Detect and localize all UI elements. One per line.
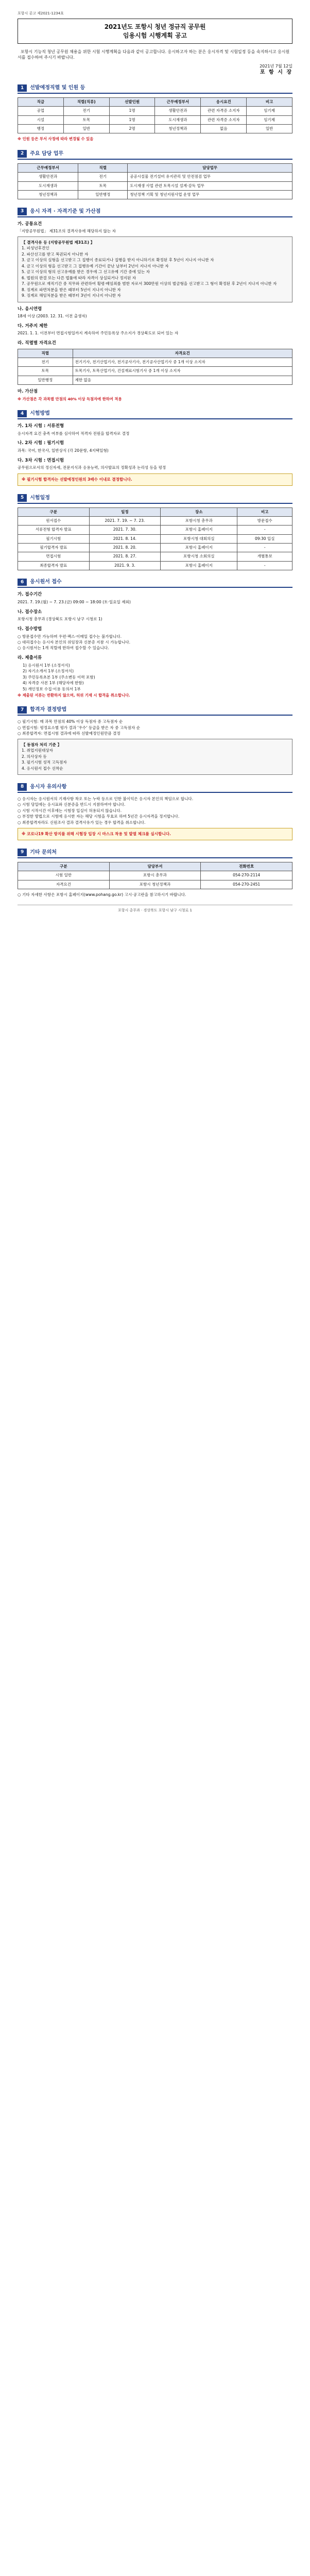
table-header-row <box>18 163 292 172</box>
table-cell: 포항시청 대회의실 <box>161 534 237 543</box>
table-cell: 포항시 홈페이지 <box>161 544 237 552</box>
table-cell: - <box>237 561 292 570</box>
table-cell: 전기기사, 전기산업기사, 전기공사기사, 전기공사산업기사 중 1개 이상 소지자 <box>73 358 292 366</box>
box-line: 4. 금고 이상의 형을 선고받고 그 집행유예 기간이 끝난 날부터 2년이 지나지 아니한 자 <box>22 263 169 268</box>
table-cell: 생활안전과 <box>155 107 201 115</box>
table-row <box>18 534 292 543</box>
section-5-header <box>18 494 292 503</box>
table-header-cell: 비고 <box>237 507 292 516</box>
table-header-cell: 선발인원 <box>109 98 155 107</box>
table-cell: 관련 자격증 소지자 <box>201 115 247 124</box>
section-8-header <box>18 783 292 792</box>
table-cell: 일반 <box>247 125 292 133</box>
footer: 포항시 총무과 · 경상북도 포항시 남구 시청로 1 <box>18 905 292 913</box>
section-4-header <box>18 410 292 419</box>
table-cell: 자격요건 <box>18 880 110 889</box>
duties-table <box>18 163 292 199</box>
table-header-row <box>18 862 292 871</box>
table-row <box>18 107 292 115</box>
table-cell: 개별통보 <box>237 552 292 561</box>
section-2-header <box>18 150 292 159</box>
section-title: 응시원서 접수 <box>30 579 62 585</box>
table-cell: 토목 <box>78 181 128 190</box>
table-row <box>18 367 292 376</box>
table-cell: 일반 <box>63 125 109 133</box>
section-title: 시험일정 <box>30 495 50 501</box>
subsection-heading: 가. 공통요건 <box>18 221 42 227</box>
tiebreak-box <box>18 739 292 775</box>
table-cell: 생활안전과 <box>18 173 78 181</box>
table-cell: 도시재생과 <box>18 181 78 190</box>
body-text: 과목: 국어, 한국사, 일반상식 (각 20문항, 4지택일형) <box>18 448 109 453</box>
table-row <box>18 544 292 552</box>
box-line: 3. 필기시험 성적 고득점자 <box>22 760 67 765</box>
table-cell: 일반행정 <box>18 376 73 384</box>
table-row <box>18 376 292 384</box>
body-text: 2021. 1. 1. 이전부터 면접시험일까지 계속하여 주민등록상 주소지가 경상북도로 되어 있는 자 <box>18 331 179 336</box>
schedule-table <box>18 507 292 570</box>
subsection-heading: 다. 3차 시험 : 면접시험 <box>18 457 64 463</box>
subsection-heading: 나. 2차 시험 : 필기시험 <box>18 440 64 446</box>
table-row <box>18 181 292 190</box>
subsection-heading: 다. 접수방법 <box>18 626 42 632</box>
section-6-header <box>18 579 292 588</box>
body-text: ○ 시험 시작시간 이후에는 시험장 입실이 허용되지 않습니다. <box>18 808 122 813</box>
table-row <box>18 561 292 570</box>
table-cell: 토목 <box>63 115 109 124</box>
subsection-heading: 라. 제출서류 <box>18 655 42 660</box>
table-header-cell: 비고 <box>247 98 292 107</box>
section-title: 주요 담당 업무 <box>30 150 64 157</box>
body-text: ○ 응시원서는 1개 직렬에 한하여 접수할 수 있습니다. <box>18 646 109 651</box>
section-number: 9 <box>18 849 27 856</box>
table-cell: - <box>237 544 292 552</box>
table-cell: 도시재생과 <box>155 115 201 124</box>
body-text: ○ 응시자는 응시원서의 기재사항 착오 또는 누락 등으로 인한 불이익은 응시자 본인의 책임으로 합니다. <box>18 796 194 801</box>
table-cell: 임기제 <box>247 115 292 124</box>
box-line: 1. 피성년후견인 <box>22 246 49 251</box>
table-cell: 2021. 8. 14. <box>89 534 161 543</box>
section-number: 2 <box>18 150 27 157</box>
table-cell: 토목기사, 토목산업기사, 건설재료시험기사 중 1개 이상 소지자 <box>73 367 292 376</box>
list-item: 3) 주민등록초본 1부 (주소변동 이력 포함) <box>23 674 95 680</box>
title-line-2: 임용시험 시행계획 공고 <box>123 32 187 40</box>
table-cell: 2021. 8. 27. <box>89 552 161 561</box>
box-line: 8. 징계로 파면처분을 받은 때부터 5년이 지나지 아니한 자 <box>22 287 121 292</box>
table-header-row <box>18 349 292 358</box>
table-cell: 원서접수 <box>18 516 90 525</box>
section-note: ※ 제출된 서류는 반환하지 않으며, 허위 기재 시 합격을 취소합니다. <box>18 693 130 698</box>
table-header-cell: 근무예정부서 <box>155 98 201 107</box>
section-7-header <box>18 706 292 716</box>
table-cell: 필기시험 <box>18 534 90 543</box>
section-number: 3 <box>18 208 27 215</box>
section-number: 8 <box>18 783 27 790</box>
body-text: 응시자격 요건 충족 여부를 심사하여 적격자 전원을 합격자로 결정 <box>18 431 130 436</box>
list-item: 4) 자격증 사본 1부 (해당자에 한함) <box>23 681 84 686</box>
table-cell: 포항시청 총무과 <box>161 516 237 525</box>
section-3-header <box>18 208 292 217</box>
body-text: ○ 필기시험: 매 과목 만점의 40% 이상 득점자 중 고득점자 순 <box>18 719 123 724</box>
table-cell: 전기 <box>78 173 128 181</box>
list-item: 2) 자기소개서 1부 (소정서식) <box>23 669 74 674</box>
subsection-heading: 나. 응시연령 <box>18 306 42 312</box>
table-cell: 1명 <box>109 115 155 124</box>
intro-paragraph: 포항시 기능직 청년 공무원 채용을 위한 시험 시행계획을 다음과 같이 공고합니다. 응시하고자 하는 분은 응시자격 및 시험일정 등을 숙지하시고 응시원서를 접수하여 주시기 바랍니다. <box>18 49 290 60</box>
table-header-cell: 직렬 <box>78 163 128 172</box>
body-text: ○ 대리접수는 응시자 본인의 위임장과 신분증 지참 시 가능합니다. <box>18 640 131 645</box>
table-cell: 청년정책과 <box>155 125 201 133</box>
subsection-heading: 마. 가산점 <box>18 389 38 395</box>
section-number: 1 <box>18 84 27 92</box>
table-header-cell: 응시요건 <box>201 98 247 107</box>
box-title: 【 동점자 처리 기준 】 <box>22 742 62 747</box>
table-header-cell: 전화번호 <box>201 862 292 871</box>
section-title: 응시자 유의사항 <box>30 784 67 790</box>
document <box>18 11 292 913</box>
table-cell: 필기합격자 발표 <box>18 544 90 552</box>
box-line: 6. 법원의 판결 또는 다른 법률에 따라 자격이 상실되거나 정지된 자 <box>22 275 136 280</box>
table-cell: 1명 <box>109 107 155 115</box>
positions-table <box>18 97 292 133</box>
table-cell: 관련 자격증 소지자 <box>201 107 247 115</box>
table-header-cell: 근무예정부서 <box>18 163 78 172</box>
table-cell: 공공시설물 전기설비 유지관리 및 안전점검 업무 <box>128 173 292 181</box>
table-cell: 포항시 홈페이지 <box>161 561 237 570</box>
body-text: ○ 최종합격자: 면접시험 결과에 따라 선발예정인원만큼 결정 <box>18 731 120 736</box>
table-cell: 제한 없음 <box>73 376 292 384</box>
table-cell: 면접시험 <box>18 552 90 561</box>
table-header-cell: 직렬 <box>18 349 73 358</box>
section-number: 7 <box>18 706 27 714</box>
box-line: 2. 파산선고를 받고 복권되지 아니한 자 <box>22 251 89 257</box>
table-cell: 최종합격자 발표 <box>18 561 90 570</box>
table-cell: 포항시 홈페이지 <box>161 526 237 534</box>
section-note: ※ 인원 등은 부서 사정에 따라 변경될 수 있음 <box>18 137 94 142</box>
table-header-cell: 구분 <box>18 862 110 871</box>
table-cell: - <box>237 526 292 534</box>
table-cell: 도시재생 사업 관련 토목시설 설계·감독 업무 <box>128 181 292 190</box>
box-line: 4. 응시원서 접수 선착순 <box>22 766 63 771</box>
covid-notice-box <box>18 828 292 840</box>
table-cell: 09:30 입실 <box>237 534 292 543</box>
subsection-heading: 다. 거주지 제한 <box>18 323 48 329</box>
section-9-header <box>18 849 292 858</box>
box-line: 7. 공무원으로 재직기간 중 직무와 관련하여 횡령·배임죄를 범한 자로서 300만원 이상의 벌금형을 선고받고 그 형이 확정된 후 2년이 지나지 아니한 자 <box>22 281 277 286</box>
table-cell: 임기제 <box>247 107 292 115</box>
highlight-notice: ※ 필기시험 합격자는 선발예정인원의 3배수 이내로 결정합니다. <box>22 477 132 482</box>
title-line-1: 2021년도 포항시 청년 정규직 공무원 <box>104 23 206 30</box>
body-text: 「지방공무원법」 제31조의 결격사유에 해당하지 않는 자 <box>18 229 116 234</box>
section-number: 5 <box>18 494 27 501</box>
body-text: 포항시청 총무과 (경상북도 포항시 남구 시청로 1) <box>18 617 102 622</box>
table-row <box>18 125 292 133</box>
table-row <box>18 552 292 561</box>
title-box <box>18 19 292 44</box>
table-cell: 2명 <box>109 125 155 133</box>
section-1-header <box>18 84 292 94</box>
section-number: 6 <box>18 579 27 586</box>
table-cell: 포항시청 소회의실 <box>161 552 237 561</box>
section-title: 시험방법 <box>30 411 50 417</box>
box-line: 2. 의사상자 등 <box>22 754 47 759</box>
list-item: 5) 개인정보 수집·이용 동의서 1부 <box>23 686 81 691</box>
section-note: ※ 가산점은 각 과목별 만점의 40% 이상 득점자에 한하여 적용 <box>18 396 122 401</box>
qualification-table <box>18 349 292 385</box>
table-cell: 방문접수 <box>237 516 292 525</box>
table-cell: 2021. 9. 3. <box>89 561 161 570</box>
table-cell: 청년정책 기획 및 청년지원사업 운영 업무 <box>128 190 292 199</box>
box-line: 5. 금고 이상의 형의 선고유예를 받은 경우에 그 선고유예 기간 중에 있는 자 <box>22 269 150 275</box>
subsection-heading: 가. 1차 시험 : 서류전형 <box>18 423 64 429</box>
body-text: ○ 시험 당일에는 응시표와 신분증을 반드시 지참하여야 합니다. <box>18 802 126 807</box>
table-cell: 시설 <box>18 115 64 124</box>
table-cell: 054-270-2451 <box>201 880 292 889</box>
body-text: 공무원으로서의 정신자세, 전문지식과 응용능력, 의사발표의 정확성과 논리성 등을 평정 <box>18 465 166 470</box>
section-title: 기타 문의처 <box>30 849 57 855</box>
table-cell: 없음 <box>201 125 247 133</box>
table-row <box>18 115 292 124</box>
subsection-heading: 나. 접수장소 <box>18 609 42 615</box>
table-cell: 공업 <box>18 107 64 115</box>
table-row <box>18 358 292 366</box>
body-text: ○ 기타 자세한 사항은 포항시 홈페이지(www.pohang.go.kr) 고시·공고란을 참고하시기 바랍니다. <box>18 892 186 897</box>
table-cell: 포항시 총무과 <box>109 871 201 880</box>
subsection-heading: 가. 접수기간 <box>18 592 42 598</box>
list-item: 1) 응시원서 1부 (소정서식) <box>23 663 70 668</box>
table-header-row <box>18 98 292 107</box>
table-cell: 일반행정 <box>78 190 128 199</box>
table-header-cell: 구분 <box>18 507 90 516</box>
highlight-notice-box <box>18 473 292 486</box>
table-row <box>18 871 292 880</box>
issuing-organization: 포 항 시 장 <box>260 69 292 75</box>
announcement-number: 포항시 공고 제2021-1234호 <box>18 11 64 15</box>
contact-table <box>18 862 292 889</box>
section-title: 선발예정직렬 및 인원 등 <box>30 84 85 91</box>
table-row <box>18 173 292 181</box>
box-line: 3. 금고 이상의 실형을 선고받고 그 집행이 종료되거나 집행을 받지 아니하기로 확정된 후 5년이 지나지 아니한 자 <box>22 258 214 263</box>
body-text: ○ 방문접수만 가능하며 우편·팩스·이메일 접수는 불가합니다. <box>18 634 122 639</box>
body-text: ○ 면접시험: 평정요소별 평가 결과 '우수' 등급을 받은 자 중 고득점자 순 <box>18 725 140 730</box>
body-text: 2021. 7. 19.(월) ~ 7. 23.(금) 09:00 ~ 18:00 (토·일요일 제외) <box>18 600 131 605</box>
announcement-date: 2021년 7월 12일 <box>260 63 292 69</box>
table-cell: 시험 일반 <box>18 871 110 880</box>
box-line: 1. 취업지원대상자 <box>22 748 54 753</box>
table-row <box>18 190 292 199</box>
table-cell: 전기 <box>18 358 73 366</box>
table-header-cell: 담당부서 <box>109 862 201 871</box>
section-title: 합격자 결정방법 <box>30 707 67 713</box>
table-header-cell: 장소 <box>161 507 237 516</box>
section-number: 4 <box>18 410 27 417</box>
table-header-cell: 직급 <box>18 98 64 107</box>
table-cell: 청년정책과 <box>18 190 78 199</box>
table-header-cell: 자격요건 <box>73 349 292 358</box>
subsection-heading: 라. 직렬별 자격요건 <box>18 340 56 346</box>
body-text: ○ 최종합격자라도 신원조사 결과 결격사유가 있는 경우 합격을 취소합니다. <box>18 820 146 825</box>
table-cell: 토목 <box>18 367 73 376</box>
table-header-cell: 직렬(직류) <box>63 98 109 107</box>
table-row <box>18 516 292 525</box>
table-cell: 2021. 8. 20. <box>89 544 161 552</box>
table-cell: 포항시 청년정책과 <box>109 880 201 889</box>
table-cell: 행정 <box>18 125 64 133</box>
table-cell: 전기 <box>63 107 109 115</box>
table-header-row <box>18 507 292 516</box>
table-cell: 서류전형 합격자 발표 <box>18 526 90 534</box>
table-header-cell: 일정 <box>89 507 161 516</box>
required-documents-list <box>23 663 292 692</box>
table-header-cell: 담당업무 <box>128 163 292 172</box>
table-cell: 2021. 7. 30. <box>89 526 161 534</box>
box-line: 9. 징계로 해임처분을 받은 때부터 3년이 지나지 아니한 자 <box>22 293 121 298</box>
covid-notice: ※ 코로나19 확산 방지를 위해 시험장 입장 시 마스크 착용 및 발열 체크를 실시합니다. <box>22 831 171 836</box>
table-cell: 2021. 7. 19. ~ 7. 23. <box>89 516 161 525</box>
table-row <box>18 880 292 889</box>
section-title: 응시 자격 · 자격기준 및 가산점 <box>30 208 101 214</box>
disqualification-box <box>18 236 292 302</box>
table-cell: 054-270-2114 <box>201 871 292 880</box>
table-row <box>18 526 292 534</box>
body-text: 18세 이상 (2003. 12. 31. 이전 출생자) <box>18 314 87 319</box>
body-text: ○ 부정한 방법으로 시험에 응시한 자는 해당 시험을 무효로 하며 5년간 응시자격을 정지합니다. <box>18 814 180 819</box>
box-title: 【 결격사유 등 (지방공무원법 제31조) 】 <box>22 240 95 245</box>
